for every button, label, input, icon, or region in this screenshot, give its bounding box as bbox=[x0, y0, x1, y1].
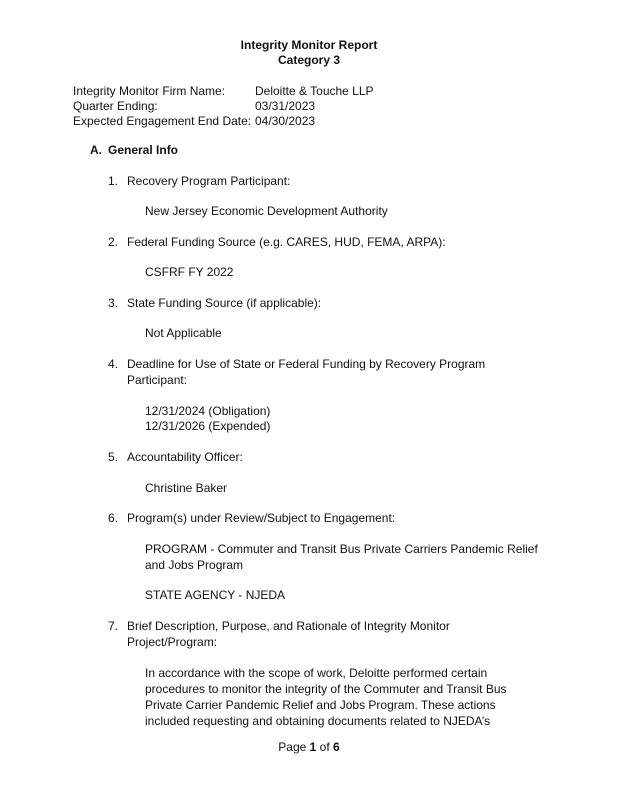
item-number: 5. bbox=[108, 450, 119, 464]
item-question: Brief Description, Purpose, and Rationale of Integrity Monitor Project/Program: bbox=[127, 619, 450, 649]
item-number: 3. bbox=[108, 296, 119, 310]
section-heading bbox=[90, 143, 178, 157]
item-6-answer-2: STATE AGENCY - NJEDA bbox=[145, 588, 286, 602]
meta-firm-row bbox=[73, 84, 374, 99]
end-date-label: Expected Engagement End Date: bbox=[73, 114, 252, 128]
section-title: General Info bbox=[108, 143, 179, 157]
item-number: 4. bbox=[108, 357, 119, 371]
item-question: Deadline for Use of State or Federal Funding by Recovery Program Participant: bbox=[127, 357, 486, 387]
page-total: 6 bbox=[333, 740, 340, 754]
item-question: State Funding Source (if applicable): bbox=[127, 296, 322, 310]
end-date-value: 04/30/2023 bbox=[255, 114, 316, 128]
page-current: 1 bbox=[309, 740, 317, 754]
item-number: 6. bbox=[108, 511, 119, 525]
item-7-answer: In accordance with the scope of work, Deloitte performed certain procedures to monitor the integrity of the Commuter and Transit Bus Private Carrier Pandemic Relief and Jobs Program. These actions included requesting and obtaining documents related to NJEDA’s bbox=[145, 666, 507, 728]
firm-value: Deloitte & Touche LLP bbox=[255, 84, 374, 98]
item-5-answer: Christine Baker bbox=[145, 481, 228, 495]
firm-label: Integrity Monitor Firm Name: bbox=[73, 84, 226, 98]
item-3 bbox=[108, 295, 528, 311]
item-question: Recovery Program Participant: bbox=[127, 174, 291, 188]
item-7 bbox=[108, 618, 468, 650]
item-question: Federal Funding Source (e.g. CARES, HUD, FEMA, ARPA): bbox=[127, 235, 446, 249]
report-subtitle: Category 3 bbox=[277, 53, 341, 67]
item-6-answer-1: PROGRAM - Commuter and Transit Bus Private Carriers Pandemic Relief and Jobs Program bbox=[145, 542, 538, 572]
page-of: of bbox=[319, 740, 330, 754]
item-1-answer: New Jersey Economic Development Authority bbox=[145, 204, 388, 218]
page-prefix: Page bbox=[278, 740, 307, 754]
item-number: 7. bbox=[108, 619, 119, 633]
meta-end-row bbox=[73, 114, 315, 129]
quarter-value: 03/31/2023 bbox=[255, 99, 316, 113]
item-2 bbox=[108, 234, 528, 250]
page-footer bbox=[0, 740, 618, 754]
item-4-answer-1: 12/31/2024 (Obligation) bbox=[145, 404, 271, 418]
item-6 bbox=[108, 510, 528, 526]
section-letter: A. bbox=[90, 143, 102, 157]
item-4 bbox=[108, 356, 508, 388]
item-4-answer-2: 12/31/2026 (Expended) bbox=[145, 419, 271, 433]
item-2-answer: CSFRF FY 2022 bbox=[145, 265, 234, 279]
item-number: 2. bbox=[108, 235, 119, 249]
quarter-label: Quarter Ending: bbox=[73, 99, 158, 113]
item-5 bbox=[108, 449, 528, 465]
meta-quarter-row bbox=[73, 99, 315, 114]
item-1 bbox=[108, 173, 528, 189]
item-question: Accountability Officer: bbox=[127, 450, 243, 464]
item-3-answer: Not Applicable bbox=[145, 326, 222, 340]
item-number: 1. bbox=[108, 174, 119, 188]
report-title: Integrity Monitor Report bbox=[240, 38, 378, 52]
item-question: Program(s) under Review/Subject to Engagement: bbox=[127, 511, 396, 525]
